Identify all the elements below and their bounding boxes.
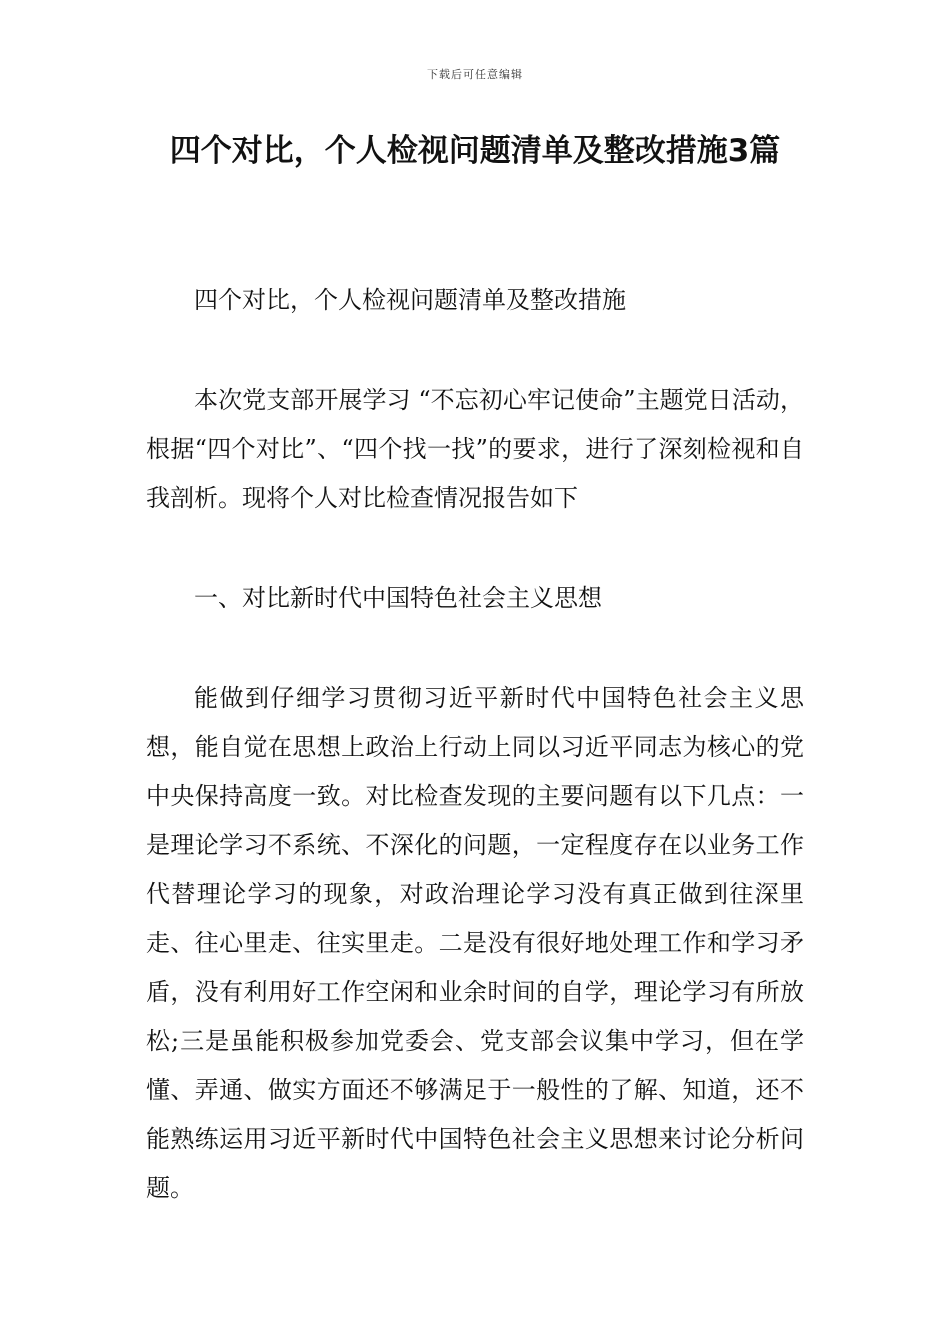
subtitle-paragraph: 四个对比，个人检视问题清单及整改措施 [194, 286, 626, 314]
document-title: 四个对比，个人检视问题清单及整改措施3篇 [169, 133, 781, 169]
section-heading-1: 一、对比新时代中国特色社会主义思想 [194, 584, 602, 612]
header-note: 下载后可任意编辑 [427, 68, 523, 81]
section-body-1: 能做到仔细学习贯彻习近平新时代中国特色社会主义思想，能自觉在思想上政治上行动上同以习近平同志为核心的党中央保持高度一致。对比检查发现的主要问题有以下几点：一是理论学习不系统、不深化的问题，一定程度存在以业务工作代替理论学习的现象，对政治理论学习没有真正做到往深里走、往心里走、往实里走。二是没有很好地处理工作和学习矛盾，没有利用好工作空闲和业余时间的自学，理论学习有所放松;三是虽能积极参加党委会、党支部会议集中学习，但在学懂、弄通、做实方面还不够满足于一般性的了解、知道，还不能熟练运用习近平新时代中国特色社会主义思想来讨论分析问题。 [146, 684, 804, 1202]
intro-paragraph: 本次党支部开展学习 “不忘初心牢记使命”主题党日活动，根据“四个对比”、“四个找一找”的要求，进行了深刻检视和自我剖析。现将个人对比检查情况报告如下 [146, 386, 804, 512]
